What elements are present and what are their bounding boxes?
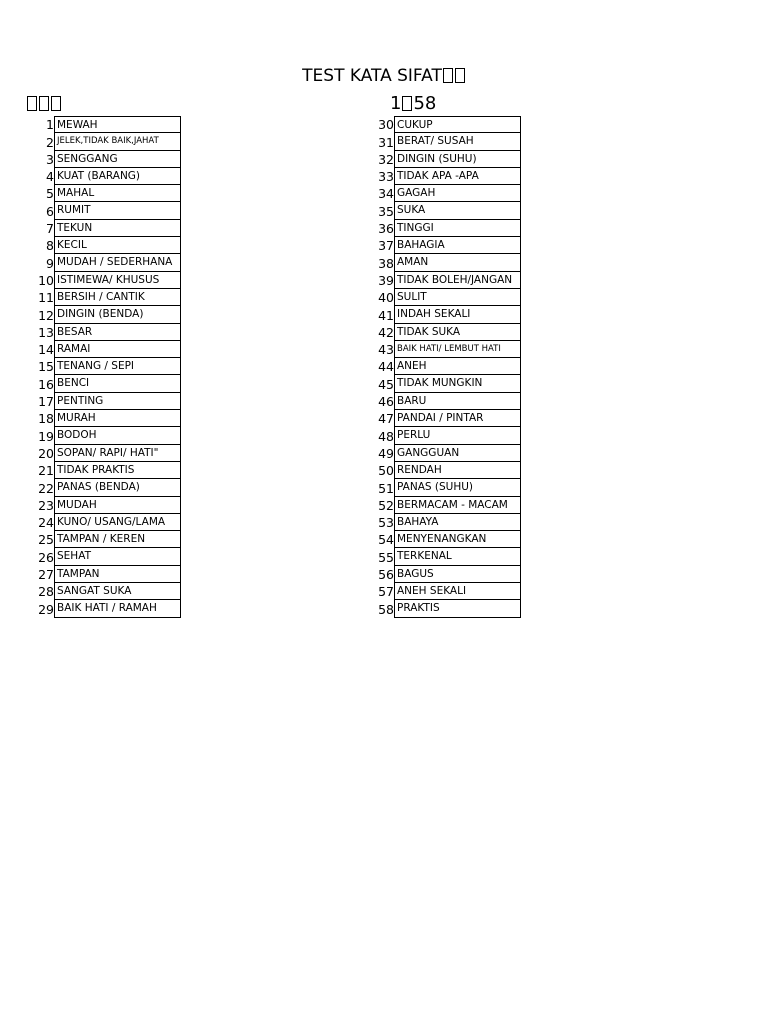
item-number: 34 xyxy=(378,186,394,202)
list-item xyxy=(366,445,521,462)
item-number: 19 xyxy=(38,428,54,444)
item-number: 29 xyxy=(38,601,54,617)
item-number: 40 xyxy=(378,290,394,306)
item-word-cell[interactable]: AMAN xyxy=(394,254,521,271)
item-word-cell[interactable]: KECIL xyxy=(54,237,181,254)
item-number: 11 xyxy=(38,290,54,306)
missing-glyph-icon xyxy=(402,96,412,111)
item-word-cell[interactable]: MAHAL xyxy=(54,185,181,202)
list-item xyxy=(366,254,521,271)
item-word-cell[interactable]: ANEH SEKALI xyxy=(394,583,521,600)
list-item xyxy=(26,202,181,219)
item-number: 31 xyxy=(378,134,394,150)
item-number: 18 xyxy=(38,411,54,427)
list-item xyxy=(366,427,521,444)
item-word-cell[interactable]: MUDAH / SEDERHANA xyxy=(54,254,181,271)
range-label xyxy=(390,93,436,114)
list-item xyxy=(366,133,521,150)
right-word-list xyxy=(366,116,521,618)
item-number: 46 xyxy=(378,394,394,410)
list-item xyxy=(26,133,181,150)
item-number: 43 xyxy=(378,342,394,358)
item-number: 6 xyxy=(46,203,54,219)
item-word-cell[interactable]: TAMPAN / KEREN xyxy=(54,531,181,548)
item-word-cell[interactable]: BAGUS xyxy=(394,566,521,583)
item-word-cell[interactable]: SEHAT xyxy=(54,548,181,565)
item-word-cell[interactable]: BENCI xyxy=(54,375,181,392)
list-item xyxy=(366,168,521,185)
item-number: 26 xyxy=(38,549,54,565)
item-number: 36 xyxy=(378,221,394,237)
item-word-cell[interactable]: TIDAK BOLEH/JANGAN xyxy=(394,272,521,289)
item-word-cell[interactable]: TAMPAN xyxy=(54,566,181,583)
item-word-cell[interactable]: TERKENAL xyxy=(394,548,521,565)
title-text: TEST KATA SIFAT xyxy=(302,66,442,86)
item-number: 15 xyxy=(38,359,54,375)
list-item xyxy=(26,462,181,479)
item-number: 41 xyxy=(378,307,394,323)
item-word-cell[interactable]: JELEK,TIDAK BAIK,JAHAT xyxy=(54,133,181,150)
range-start: 1 xyxy=(390,93,402,114)
item-word-cell[interactable]: PENTING xyxy=(54,393,181,410)
item-word-cell[interactable]: MUDAH xyxy=(54,497,181,514)
item-word-cell[interactable]: ANEH xyxy=(394,358,521,375)
list-item xyxy=(26,548,181,565)
missing-glyph-icon xyxy=(27,96,37,111)
item-word-cell[interactable]: BODOH xyxy=(54,427,181,444)
item-word-cell[interactable]: BAIK HATI/ LEMBUT HATI xyxy=(394,341,521,358)
item-number: 57 xyxy=(378,584,394,600)
item-word-cell[interactable]: TIDAK PRAKTIS xyxy=(54,462,181,479)
list-item xyxy=(26,427,181,444)
missing-glyph-icon xyxy=(443,68,453,83)
list-item xyxy=(366,237,521,254)
item-number: 32 xyxy=(378,151,394,167)
list-item xyxy=(26,375,181,392)
item-number: 54 xyxy=(378,532,394,548)
item-number: 16 xyxy=(38,376,54,392)
list-item xyxy=(26,324,181,341)
item-word-cell[interactable]: RENDAH xyxy=(394,462,521,479)
item-word-cell[interactable]: DINGIN (BENDA) xyxy=(54,306,181,323)
item-number: 2 xyxy=(46,134,54,150)
item-word-cell[interactable]: RUMIT xyxy=(54,202,181,219)
item-word-cell[interactable]: TENANG / SEPI xyxy=(54,358,181,375)
list-item xyxy=(366,324,521,341)
item-number: 21 xyxy=(38,463,54,479)
list-item xyxy=(366,202,521,219)
item-word-cell[interactable]: BAHAYA xyxy=(394,514,521,531)
list-item xyxy=(26,272,181,289)
item-number: 8 xyxy=(46,238,54,254)
item-number: 52 xyxy=(378,497,394,513)
item-number: 38 xyxy=(378,255,394,271)
list-item xyxy=(26,410,181,427)
list-item xyxy=(26,583,181,600)
list-item xyxy=(366,497,521,514)
item-number: 58 xyxy=(378,601,394,617)
item-number: 10 xyxy=(38,272,54,288)
item-number: 12 xyxy=(38,307,54,323)
item-number: 44 xyxy=(378,359,394,375)
item-number: 47 xyxy=(378,411,394,427)
item-word-cell[interactable]: SULIT xyxy=(394,289,521,306)
item-number: 51 xyxy=(378,480,394,496)
missing-glyph-icon xyxy=(39,96,49,111)
item-word-cell[interactable]: RAMAI xyxy=(54,341,181,358)
list-item xyxy=(366,393,521,410)
list-item xyxy=(366,479,521,496)
item-number: 55 xyxy=(378,549,394,565)
item-number: 24 xyxy=(38,515,54,531)
list-item xyxy=(26,514,181,531)
list-item xyxy=(366,358,521,375)
page-title xyxy=(0,66,768,86)
list-item xyxy=(26,358,181,375)
list-item xyxy=(26,185,181,202)
item-number: 23 xyxy=(38,497,54,513)
item-word-cell[interactable]: DINGIN (SUHU) xyxy=(394,151,521,168)
item-number: 30 xyxy=(378,117,394,133)
item-word-cell[interactable]: BERAT/ SUSAH xyxy=(394,133,521,150)
item-number: 42 xyxy=(378,324,394,340)
item-number: 3 xyxy=(46,151,54,167)
list-item xyxy=(366,600,521,617)
list-item xyxy=(26,341,181,358)
item-word-cell[interactable]: ISTIMEWA/ KHUSUS xyxy=(54,272,181,289)
item-number: 27 xyxy=(38,567,54,583)
item-word-cell[interactable]: PANDAI / PINTAR xyxy=(394,410,521,427)
item-word-cell[interactable]: BESAR xyxy=(54,324,181,341)
list-item xyxy=(26,116,181,133)
item-word-cell[interactable]: MURAH xyxy=(54,410,181,427)
item-number: 17 xyxy=(38,394,54,410)
list-item xyxy=(366,410,521,427)
list-item xyxy=(366,462,521,479)
item-number: 7 xyxy=(46,221,54,237)
list-item xyxy=(26,289,181,306)
item-word-cell[interactable]: GANGGUAN xyxy=(394,445,521,462)
item-number: 13 xyxy=(38,324,54,340)
item-number: 33 xyxy=(378,169,394,185)
name-label xyxy=(26,93,62,114)
item-word-cell[interactable]: TIDAK APA -APA xyxy=(394,168,521,185)
list-item xyxy=(366,531,521,548)
list-item xyxy=(26,479,181,496)
item-word-cell[interactable]: BERMACAM - MACAM xyxy=(394,497,521,514)
item-number: 28 xyxy=(38,584,54,600)
item-number: 25 xyxy=(38,532,54,548)
list-item xyxy=(26,566,181,583)
item-number: 5 xyxy=(46,186,54,202)
list-item xyxy=(366,375,521,392)
list-item xyxy=(366,341,521,358)
list-item xyxy=(26,168,181,185)
item-word-cell[interactable]: PANAS (BENDA) xyxy=(54,479,181,496)
item-word-cell[interactable]: PERLU xyxy=(394,427,521,444)
item-number: 22 xyxy=(38,480,54,496)
list-item xyxy=(26,220,181,237)
item-number: 20 xyxy=(38,445,54,461)
missing-glyph-icon xyxy=(51,96,61,111)
item-word-cell[interactable]: BAIK HATI / RAMAH xyxy=(54,600,181,617)
item-word-cell[interactable]: PANAS (SUHU) xyxy=(394,479,521,496)
item-number: 50 xyxy=(378,463,394,479)
item-number: 37 xyxy=(378,238,394,254)
item-number: 4 xyxy=(46,169,54,185)
item-word-cell[interactable]: INDAH SEKALI xyxy=(394,306,521,323)
list-item xyxy=(26,393,181,410)
item-word-cell[interactable]: TEKUN xyxy=(54,220,181,237)
item-number: 35 xyxy=(378,203,394,219)
item-word-cell[interactable]: SUKA xyxy=(394,202,521,219)
list-item xyxy=(366,548,521,565)
item-word-cell[interactable]: PRAKTIS xyxy=(394,600,521,617)
list-item xyxy=(366,220,521,237)
item-word-cell[interactable]: KUNO/ USANG/LAMA xyxy=(54,514,181,531)
missing-glyph-icon xyxy=(455,68,465,83)
item-word-cell[interactable]: CUKUP xyxy=(394,116,521,133)
list-item xyxy=(26,445,181,462)
item-word-cell[interactable]: BAHAGIA xyxy=(394,237,521,254)
list-item xyxy=(366,289,521,306)
item-word-cell[interactable]: SANGAT SUKA xyxy=(54,583,181,600)
item-number: 45 xyxy=(378,376,394,392)
item-word-cell[interactable]: BARU xyxy=(394,393,521,410)
item-word-cell[interactable]: SOPAN/ RAPI/ HATI" xyxy=(54,445,181,462)
item-word-cell[interactable]: TIDAK MUNGKIN xyxy=(394,375,521,392)
item-word-cell[interactable]: KUAT (BARANG) xyxy=(54,168,181,185)
item-number: 48 xyxy=(378,428,394,444)
item-word-cell[interactable]: TINGGI xyxy=(394,220,521,237)
item-word-cell[interactable]: BERSIH / CANTIK xyxy=(54,289,181,306)
list-item xyxy=(26,151,181,168)
list-item xyxy=(26,497,181,514)
item-number: 53 xyxy=(378,515,394,531)
list-item xyxy=(26,600,181,617)
list-item xyxy=(26,531,181,548)
item-word-cell[interactable]: MEWAH xyxy=(54,116,181,133)
item-word-cell[interactable]: TIDAK SUKA xyxy=(394,324,521,341)
list-item xyxy=(26,306,181,323)
list-item xyxy=(366,583,521,600)
list-item xyxy=(366,272,521,289)
item-number: 56 xyxy=(378,567,394,583)
item-number: 1 xyxy=(46,117,54,133)
item-word-cell[interactable]: MENYENANGKAN xyxy=(394,531,521,548)
list-item xyxy=(366,151,521,168)
item-number: 14 xyxy=(38,342,54,358)
list-item xyxy=(26,237,181,254)
range-end: 58 xyxy=(413,93,437,114)
list-item xyxy=(366,306,521,323)
list-item xyxy=(26,254,181,271)
item-number: 39 xyxy=(378,272,394,288)
list-item xyxy=(366,116,521,133)
list-item xyxy=(366,566,521,583)
item-number: 9 xyxy=(46,255,54,271)
item-number: 49 xyxy=(378,445,394,461)
item-word-cell[interactable]: GAGAH xyxy=(394,185,521,202)
item-word-cell[interactable]: SENGGANG xyxy=(54,151,181,168)
list-item xyxy=(366,514,521,531)
left-word-list xyxy=(26,116,181,618)
list-item xyxy=(366,185,521,202)
